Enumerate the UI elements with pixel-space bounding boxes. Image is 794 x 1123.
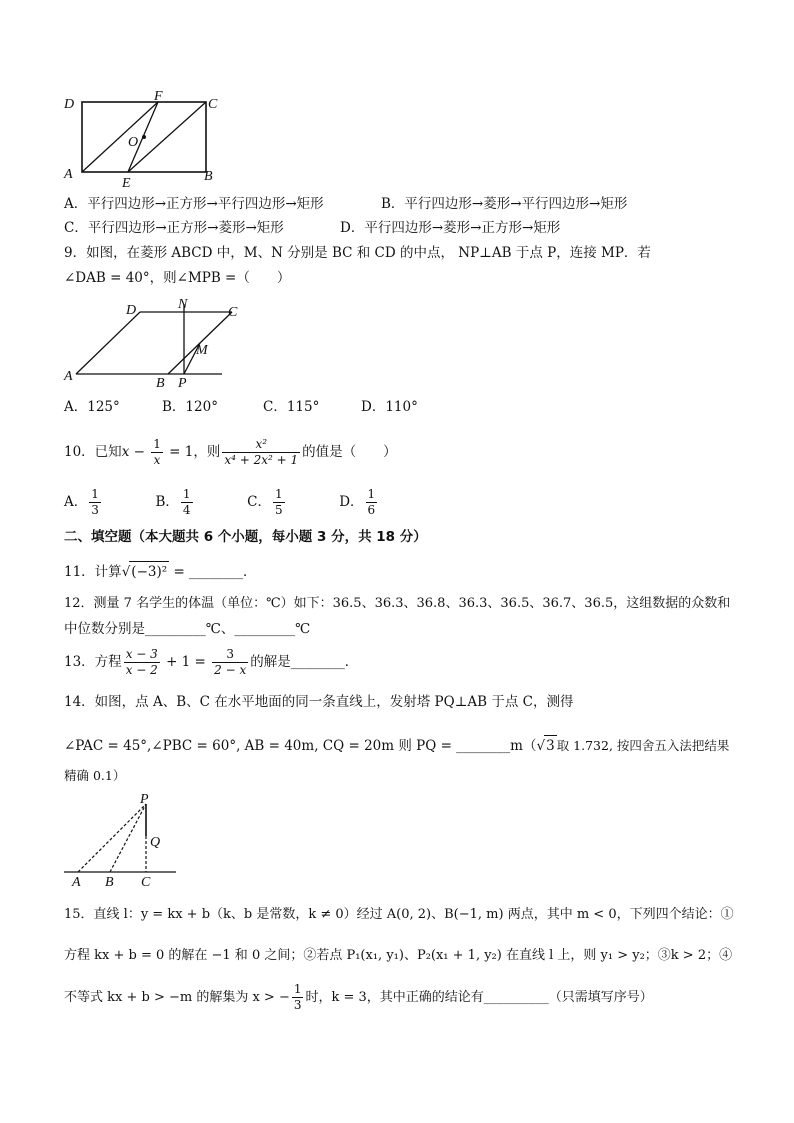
q14-line1: 14．如图，点 A、B、C 在水平地面的同一条直线上，发射塔 PQ⊥AB 于点 C，测得 [64, 694, 574, 710]
q12-line1: 12．测量 7 名学生的体温（单位：℃）如下：36.5、36.3、36.8、36.3、36.5、36.7、36.5，这组数据的众数和 [64, 596, 731, 611]
label-c: C [208, 97, 218, 112]
q15-line1: 15．直线 l：y = kx + b（k、b 是常数，k ≠ 0）经过 A(0, 2)、B(−1, m) 两点，其中 m < 0，下列四个结论：① [64, 907, 734, 922]
label-d: D [126, 303, 137, 318]
label-c: C [228, 305, 238, 320]
label-p: P [140, 792, 149, 807]
q9-option-a: A．125° [64, 399, 120, 415]
q13-stem: 13．方程 $\frac{x - 3}{x - 2}$ + 1 = $\frac{3}{2 - x}$ 的解是________． [64, 647, 359, 677]
q10-stem: 10．已知x − $\frac{1}{x}$ = 1，则 $\frac{\text{x²}}{\text{x⁴ + 2x² + 1}}$ 的值是（ ） [64, 437, 397, 467]
label-p: P [178, 376, 187, 391]
section-2-heading: 二、填空题（本大题共 6 个小题，每小题 3 分，共 18 分） [64, 529, 427, 545]
q12-line2: 中位数分别是_________℃、_________℃ [64, 621, 311, 637]
q9-option-b: B．120° [162, 399, 218, 415]
label-b: B [156, 376, 165, 391]
label-b: B [204, 169, 213, 184]
q9-option-c: C．115° [263, 399, 320, 415]
label-a: A [64, 167, 73, 182]
q8-option-d: D．平行四边形→菱形→正方形→矩形 [340, 220, 561, 236]
label-m: M [196, 343, 208, 358]
q8-option-a: A．平行四边形→正方形→平行四边形→矩形 [64, 196, 324, 212]
q14-line2: ∠PAC = 45°,∠PBC = 60°, AB = 40m, CQ = 20m 则 PQ = ________m（√3 取 1.732, 按四舍五入法把结果 [64, 735, 729, 756]
q10-option-a: A． $\frac{1}{3}$ [64, 487, 99, 517]
label-e: E [122, 176, 131, 190]
q10-option-b: B． $\frac{1}{4}$ [155, 487, 191, 517]
label-o: O [128, 135, 139, 150]
q9-option-d: D．110° [361, 399, 418, 415]
figure-rhombus-abcd [60, 292, 240, 392]
label-q: Q [150, 835, 161, 850]
q8-option-b: B．平行四边形→菱形→平行四边形→矩形 [381, 196, 628, 212]
figure-rectangle-abcd [58, 88, 228, 190]
q10-option-c: C． $\frac{1}{5}$ [247, 487, 283, 517]
label-n: N [178, 297, 188, 312]
q14-line3: 精确 0.1） [64, 768, 126, 783]
q10-option-d: D． $\frac{1}{6}$ [339, 487, 376, 517]
q11-stem: 11．计算√(−3)² = ________． [64, 561, 257, 582]
q10-options [64, 484, 379, 520]
label-a: A [72, 875, 81, 890]
label-c: C [141, 875, 151, 890]
label-b: B [105, 875, 114, 890]
q9-stem-line2: ∠DAB = 40°，则∠MPB =（ ） [64, 270, 291, 286]
label-a: A [64, 369, 73, 384]
label-d: D [64, 97, 75, 112]
label-f: F [154, 89, 163, 104]
q8-option-c: C．平行四边形→正方形→菱形→矩形 [64, 220, 284, 236]
q15-line3: 不等式 kx + b > −m 的解集为 x > − $\frac{1}{3}$ 时，k = 3，其中正确的结论有__________（只需填写序号） [64, 982, 653, 1012]
q15-line2: 方程 kx + b = 0 的解在 −1 和 0 之间；②若点 P₁(x₁, y₁)、P₂(x₁ + 1, y₂) 在直线 l 上，则 y₁ > y₂；③k > 2；④ [64, 948, 733, 963]
figure-tower-pq [58, 790, 188, 892]
q9-stem-line1: 9．如图，在菱形 ABCD 中，M、N 分别是 BC 和 CD 的中点， NP⊥AB 于点 P，连接 MP．若 [64, 245, 651, 261]
